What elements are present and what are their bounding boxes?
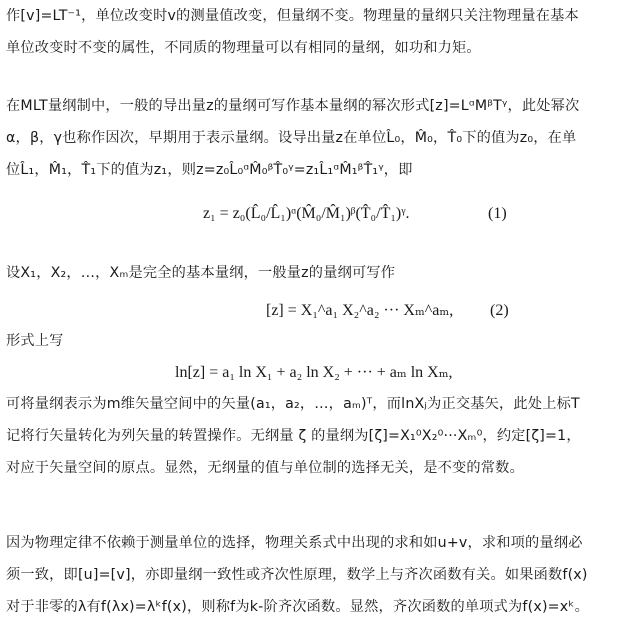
paragraph-5-line-2: 记将行矢量转化为列矢量的转置操作。无纲量 ζ 的量纲为[ζ]=X₁⁰X₂⁰···Xₘ⁰，约定[ζ]=1， bbox=[6, 428, 581, 444]
paragraph-6 bbox=[6, 527, 638, 623]
equation-2-formula: [z] = X₁^a₁ X₂^a₂ ··· Xₘ^aₘ, bbox=[266, 302, 454, 319]
paragraph-3-line-1: 设X₁，X₂，…，Xₘ是完全的基本量纲，一般量z的量纲可写作 bbox=[6, 265, 396, 281]
equation-3-formula: ln[z] = a₁ ln X₁ + a₂ ln X₂ + ··· + aₘ ln Xₘ, bbox=[175, 364, 453, 381]
paragraph-6-line-3: 对于非零的λ有f(λx)=λᵏf(x)，则称f为k-阶齐次函数。显然，齐次函数的单项式为f(x)=xᵏ。 bbox=[6, 599, 589, 615]
paragraph-6-line-1: 因为物理定律不依赖于测量单位的选择，物理关系式中出现的求和如u+v，求和项的量纲必 bbox=[6, 535, 583, 551]
paragraph-4-line-1: 形式上写 bbox=[6, 333, 64, 349]
paragraph-2-line-3: 位L̂₁，M̂₁，T̂₁下的值为z₁，则z=z₀L̂₀ᵅM̂₀ᵝT̂₀ᵞ=z₁L̂₁ᵅM̂₁ᵝT̂₁ᵞ，即 bbox=[6, 162, 413, 178]
equation-1-formula: z₁ = z₀(L̂₀/L̂₁)ᵅ(M̂₀/M̂₁)ᵝ(T̂₀/T̂₁)ᵞ. bbox=[203, 205, 410, 222]
paragraph-1-line-1: 作[v]=LT⁻¹，单位改变时v的测量值改变，但量纲不变。物理量的量纲只关注物理量在基本 bbox=[6, 8, 579, 24]
paragraph-2-line-2: α，β，γ也称作因次，早期用于表示量纲。设导出量z在单位L̂₀，M̂₀，T̂₀下的值为z₀，在单 bbox=[6, 130, 577, 146]
paragraph-1 bbox=[6, 0, 638, 64]
equation-2-number: (2) bbox=[490, 302, 509, 319]
equation-1-number: (1) bbox=[488, 205, 507, 222]
paragraph-1-line-2: 单位改变时不变的属性，不同质的物理量可以有相同的量纲，如功和力矩。 bbox=[6, 40, 481, 56]
paragraph-2 bbox=[6, 90, 638, 186]
paragraph-5 bbox=[6, 388, 638, 484]
paragraph-6-line-2: 须一致，即[u]=[v]，亦即量纲一致性或齐次性原理，数学上与齐次函数有关。如果函数f(x) bbox=[6, 567, 588, 583]
paragraph-5-line-3: 对应于矢量空间的原点。显然，无纲量的值与单位制的选择无关，是不变的常数。 bbox=[6, 460, 524, 476]
paragraph-3 bbox=[6, 257, 638, 289]
paragraph-4 bbox=[6, 325, 638, 357]
paragraph-2-line-1: 在MLT量纲制中，一般的导出量z的量纲可写作基本量纲的幂次形式[z]=LᵅMᵝTᵞ，此处幂次 bbox=[6, 98, 580, 114]
paragraph-5-line-1: 可将量纲表示为m维矢量空间中的矢量(a₁，a₂，…，aₘ)ᵀ，而lnXⱼ为正交基矢，此处上标T bbox=[6, 396, 580, 412]
